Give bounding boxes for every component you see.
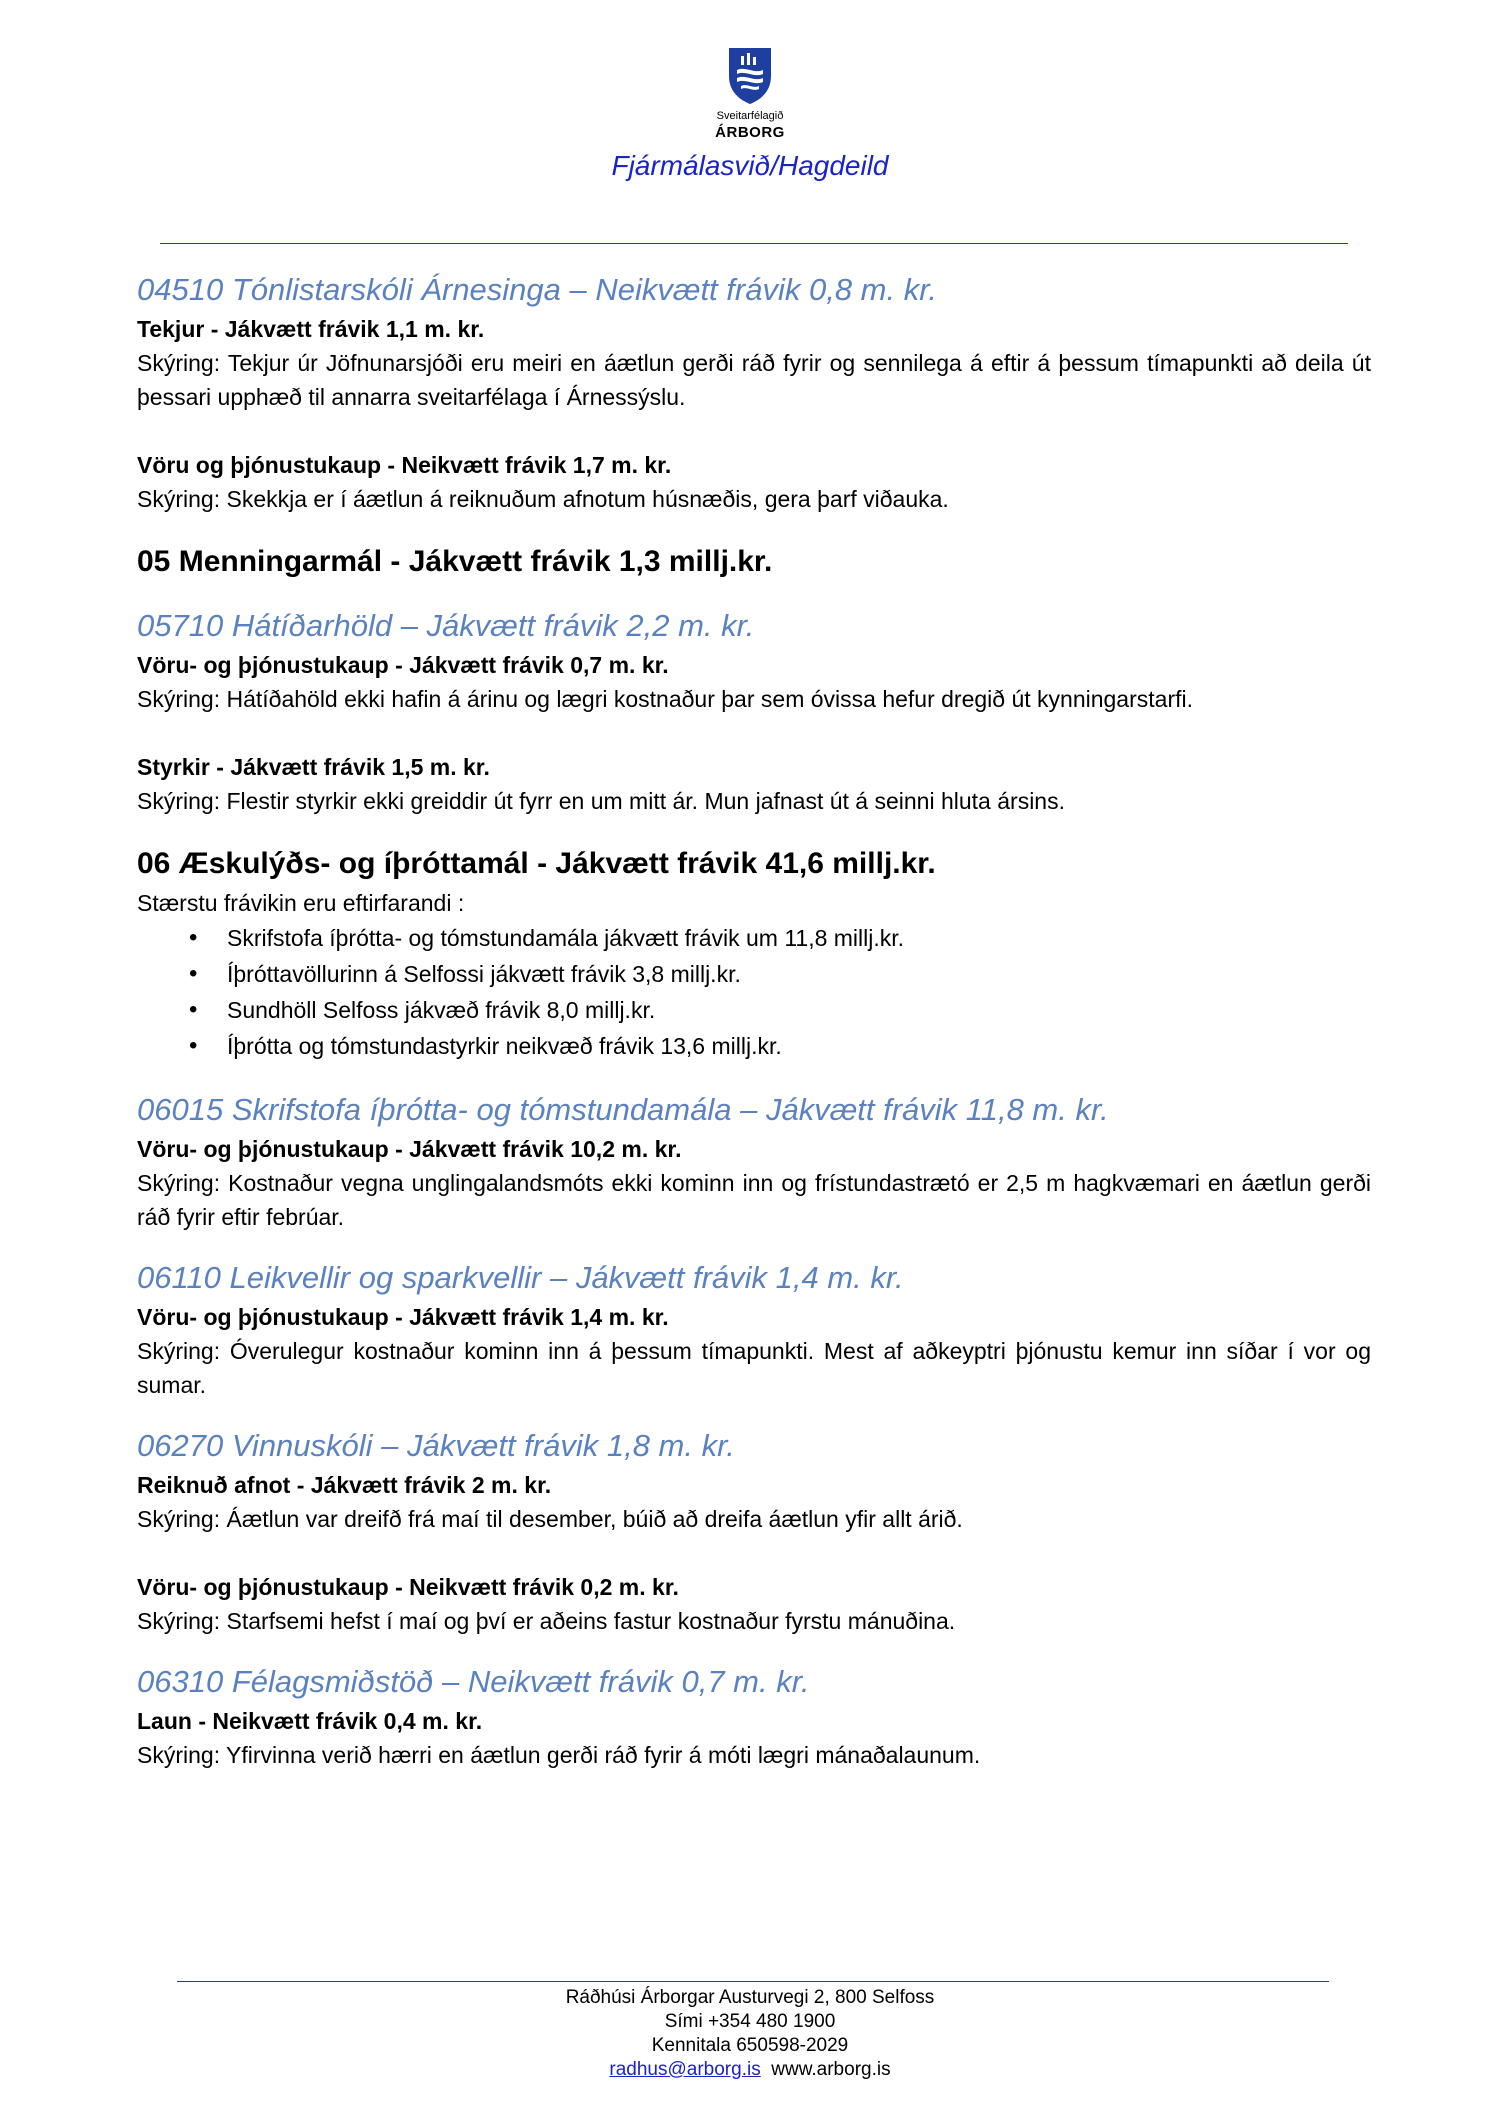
explanation-text: Skýring: Tekjur úr Jöfnunarsjóði eru meiri en áætlun gerði ráð fyrir og sennilega á eftir á þessum tímapunkti að deila út þessari upphæð til annarra sveitarfélaga í Árnessýslu. [137, 350, 1371, 410]
subheading: Laun - Neikvætt frávik 0,4 m. kr. [137, 1708, 483, 1734]
subheading: Vöru og þjónustukaup - Neikvætt frávik 1,7 m. kr. [137, 452, 672, 478]
explanation-text: Skýring: Óverulegur kostnaður kominn inn á þessum tímapunkti. Mest af aðkeyptri þjónustu kemur inn síðar í vor og sumar. [137, 1338, 1371, 1398]
department-title: Fjármálasvið/Hagdeild [611, 150, 889, 181]
section-heading: 06270 Vinnuskóli – Jákvætt frávik 1,8 m. kr. [137, 1428, 735, 1463]
list-item: • Skrifstofa íþrótta- og tómstundamála jákvætt frávik um 11,8 millj.kr. [227, 920, 1371, 956]
section-heading: 05 Menningarmál - Jákvætt frávik 1,3 millj.kr. [137, 545, 773, 578]
section-heading: 06015 Skrifstofa íþrótta- og tómstundamála – Jákvætt frávik 11,8 m. kr. [137, 1092, 1109, 1127]
section-06270 [137, 1424, 1371, 1638]
section-05 [137, 540, 1371, 584]
section-06310 [137, 1660, 1371, 1772]
footer-divider [177, 1981, 1329, 1982]
document-body [137, 268, 1371, 1772]
intro-text: Stærstu frávikin eru eftirfarandi : [137, 890, 465, 916]
explanation-text: Skýring: Yfirvinna verið hærri en áætlun gerði ráð fyrir á móti lægri mánaðalaunum. [137, 1742, 981, 1768]
section-05710 [137, 604, 1371, 818]
section-heading: 05710 Hátíðarhöld – Jákvætt frávik 2,2 m. kr. [137, 608, 755, 643]
explanation-text: Skýring: Flestir styrkir ekki greiddir út fyrr en um mitt ár. Mun jafnast út á seinni hluta ársins. [137, 788, 1065, 814]
list-item: • Sundhöll Selfoss jákvæð frávik 8,0 millj.kr. [227, 992, 1371, 1028]
subheading: Vöru- og þjónustukaup - Jákvætt frávik 10,2 m. kr. [137, 1136, 682, 1162]
section-heading: 04510 Tónlistarskóli Árnesinga – Neikvætt frávik 0,8 m. kr. [137, 272, 938, 307]
explanation-text: Skýring: Áætlun var dreifð frá maí til desember, búið að dreifa áætlun yfir allt árið. [137, 1506, 963, 1532]
footer-address: Ráðhúsi Árborgar Austurvegi 2, 800 Selfoss [565, 1987, 935, 2008]
subheading: Reiknuð afnot - Jákvætt frávik 2 m. kr. [137, 1472, 552, 1498]
website-text: www.arborg.is [771, 2059, 891, 2080]
section-heading: 06110 Leikvellir og sparkvellir – Jákvætt frávik 1,4 m. kr. [137, 1260, 904, 1295]
section-heading: 06310 Félagsmiðstöð – Neikvætt frávik 0,7 m. kr. [137, 1664, 810, 1699]
page-footer [0, 1986, 1500, 2082]
explanation-text: Skýring: Hátíðahöld ekki hafin á árinu og lægri kostnaður þar sem óvissa hefur dregið út kynningarstarfi. [137, 686, 1193, 712]
subheading: Vöru- og þjónustukaup - Jákvætt frávik 1,4 m. kr. [137, 1304, 669, 1330]
header-divider [160, 243, 1348, 244]
shield-icon [727, 46, 773, 106]
explanation-text: Skýring: Skekkja er í áætlun á reiknuðum afnotum húsnæðis, gera þarf viðauka. [137, 486, 949, 512]
list-item: • Íþrótta og tómstundastyrkir neikvæð frávik 13,6 millj.kr. [227, 1028, 1371, 1064]
logo-line-2: ÁRBORG [715, 124, 785, 141]
subheading: Tekjur - Jákvætt frávik 1,1 m. kr. [137, 316, 485, 342]
logo-line-1: Sveitarfélagið [716, 110, 784, 122]
footer-id-number: Kennitala 650598-2029 [651, 2035, 849, 2056]
list-item: • Íþróttavöllurinn á Selfossi jákvætt frávik 3,8 millj.kr. [227, 956, 1371, 992]
section-04510 [137, 268, 1371, 516]
subheading: Styrkir - Jákvætt frávik 1,5 m. kr. [137, 754, 490, 780]
email-link[interactable]: radhus@arborg.is [609, 2059, 761, 2080]
subheading: Vöru- og þjónustukaup - Neikvætt frávik 0,2 m. kr. [137, 1574, 679, 1600]
explanation-text: Skýring: Kostnaður vegna unglingalandsmóts ekki kominn inn og frístundastrætó er 2,5 m hagkvæmari en áætlun gerði ráð fyrir eftir febrúar. [137, 1170, 1371, 1230]
section-06 [137, 842, 1371, 1064]
arborg-logo [700, 46, 800, 146]
section-heading: 06 Æskulýðs- og íþróttamál - Jákvætt frávik 41,6 millj.kr. [137, 847, 936, 880]
explanation-text: Skýring: Starfsemi hefst í maí og því er aðeins fastur kostnaður fyrstu mánuðina. [137, 1608, 956, 1634]
subheading: Vöru- og þjónustukaup - Jákvætt frávik 0,7 m. kr. [137, 652, 669, 678]
footer-phone: Sími +354 480 1900 [664, 2011, 836, 2032]
footer-contact [0, 2058, 1500, 2082]
section-06015 [137, 1088, 1371, 1234]
deviation-list [137, 920, 1371, 1064]
section-06110 [137, 1256, 1371, 1402]
